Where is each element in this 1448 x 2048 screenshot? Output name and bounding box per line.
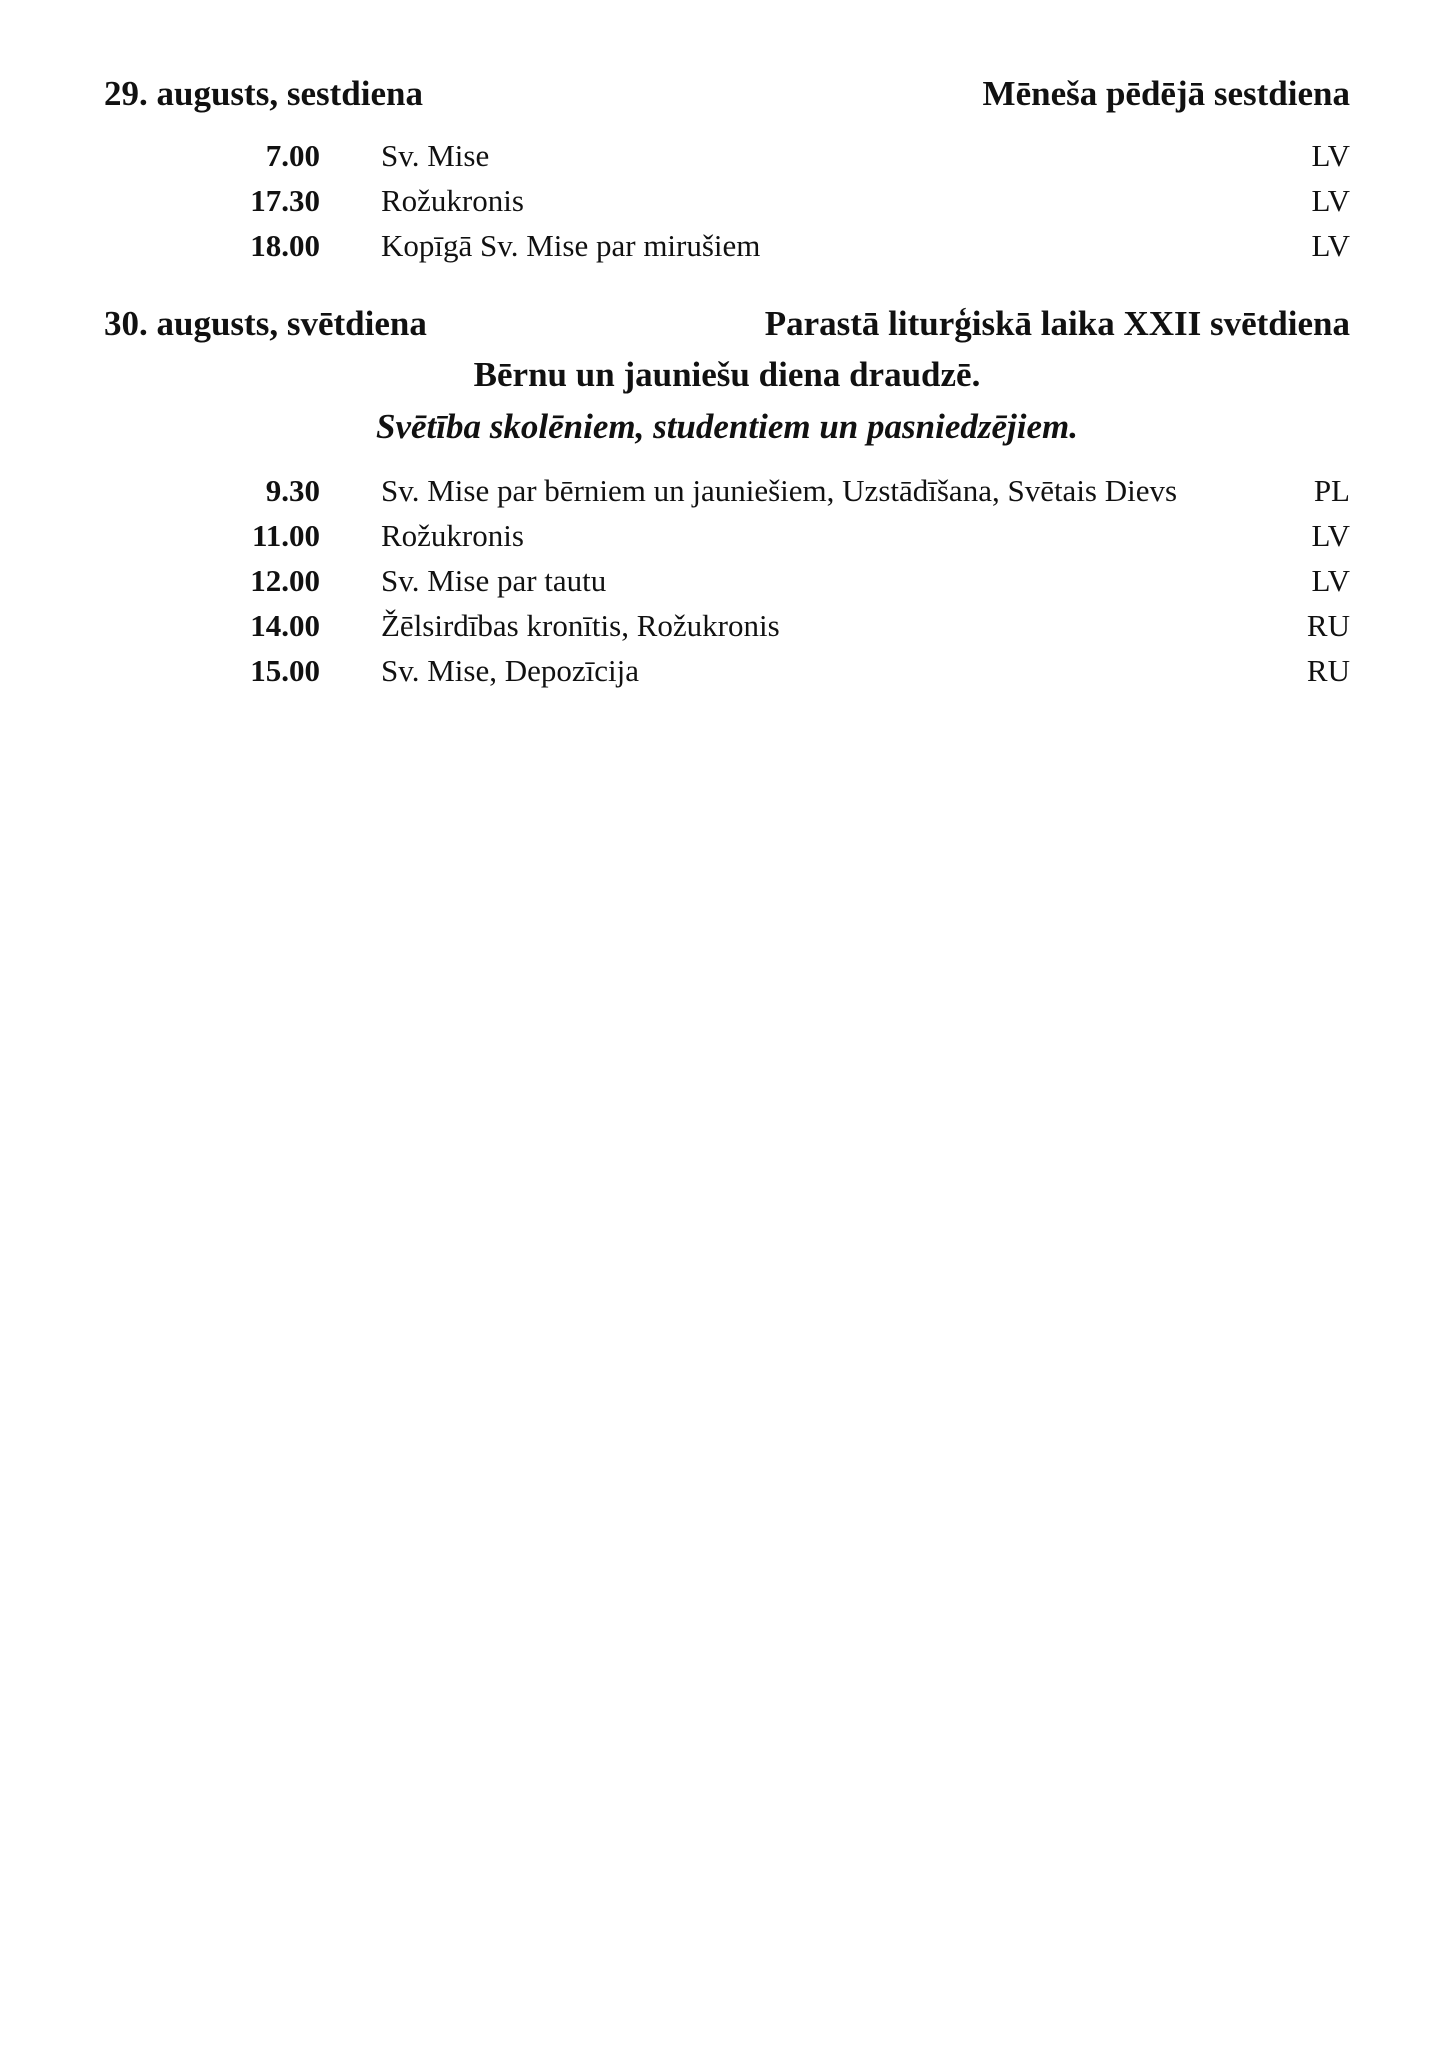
time-label: 17.30 xyxy=(250,183,320,218)
service-description: Rožukronis xyxy=(381,183,524,218)
language-code: RU xyxy=(1306,653,1350,688)
time-label: 18.00 xyxy=(250,228,320,263)
language-code: LV xyxy=(1311,518,1350,553)
schedule-row xyxy=(0,138,1448,178)
day-date: 29. augusts, sestdiena xyxy=(104,74,423,113)
service-description: Kopīgā Sv. Mise par mirušiem xyxy=(381,228,761,263)
schedule-row xyxy=(0,563,1448,603)
language-code: RU xyxy=(1306,608,1350,643)
language-code: LV xyxy=(1311,563,1350,598)
time-label: 9.30 xyxy=(265,473,320,508)
time-label: 11.00 xyxy=(251,518,320,553)
schedule-row xyxy=(0,653,1448,693)
day-header-saturday xyxy=(104,74,1350,118)
day-note: Svētība skolēniem, studentiem un pasniedzējiem. xyxy=(376,407,1078,446)
time-label: 14.00 xyxy=(250,608,320,643)
schedule-row xyxy=(0,228,1448,268)
day-subtitle: Bērnu un jauniešu diena draudzē. xyxy=(473,355,981,394)
language-code: LV xyxy=(1311,228,1350,263)
time-label: 7.00 xyxy=(265,138,320,173)
schedule-row xyxy=(0,608,1448,648)
service-description: Sv. Mise, Depozīcija xyxy=(381,653,639,688)
schedule-row xyxy=(0,183,1448,223)
service-description: Sv. Mise par bērniem un jauniešiem, Uzstādīšana, Svētais Dievs xyxy=(381,473,1178,508)
schedule-row xyxy=(0,518,1448,558)
day-date: 30. augusts, svētdiena xyxy=(104,304,427,343)
day-title: Parastā liturģiskā laika XXII svētdiena xyxy=(764,304,1350,343)
time-label: 15.00 xyxy=(250,653,320,688)
time-label: 12.00 xyxy=(250,563,320,598)
day-title: Mēneša pēdējā sestdiena xyxy=(982,74,1350,113)
language-code: LV xyxy=(1311,138,1350,173)
service-description: Sv. Mise par tautu xyxy=(381,563,607,598)
schedule-row xyxy=(0,473,1448,513)
service-description: Rožukronis xyxy=(381,518,524,553)
language-code: PL xyxy=(1313,473,1350,508)
service-description: Žēlsirdības kronītis, Rožukronis xyxy=(381,608,780,643)
service-description: Sv. Mise xyxy=(381,138,490,173)
day-header-sunday xyxy=(104,304,1350,348)
language-code: LV xyxy=(1311,183,1350,218)
